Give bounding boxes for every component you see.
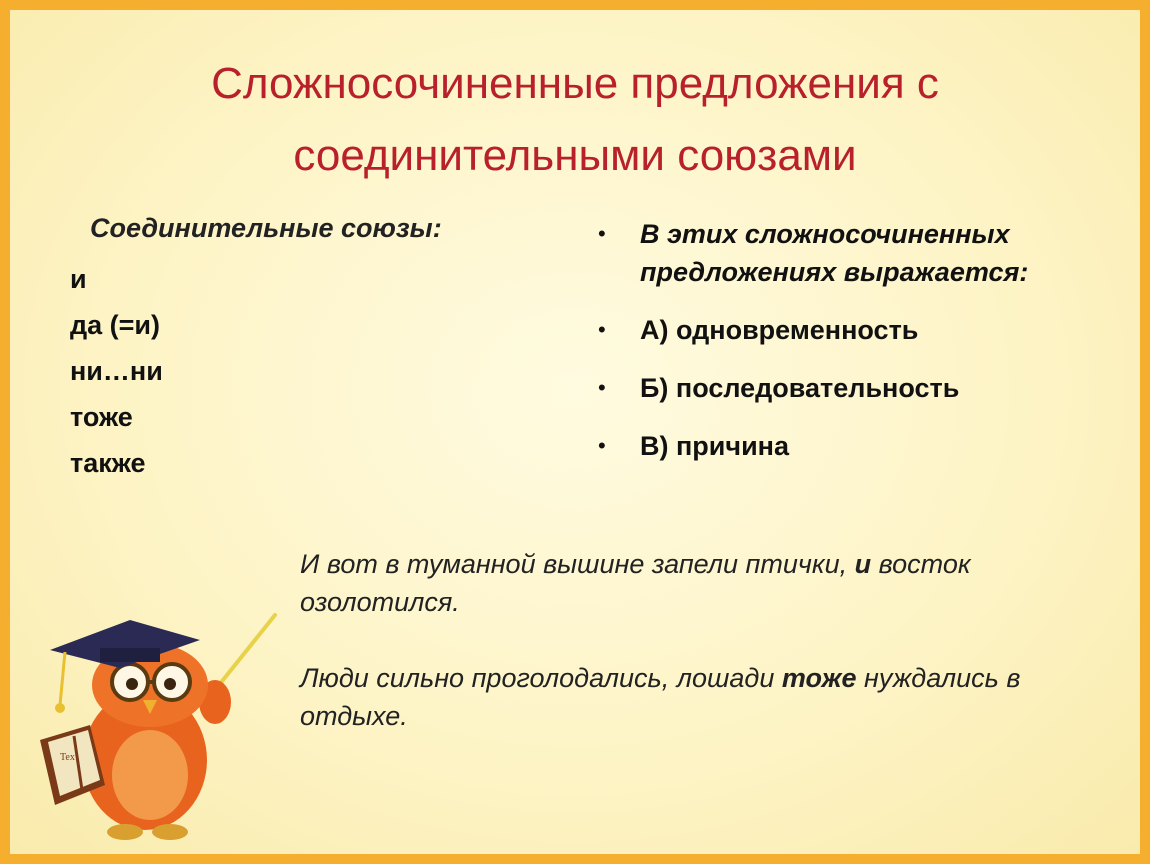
bullet-item xyxy=(598,369,1118,407)
example-text: нуждались в отдыхе. xyxy=(300,663,1021,731)
conjunction-item: также xyxy=(70,448,146,478)
slide-title xyxy=(10,48,1140,192)
conjunctions-list xyxy=(70,210,540,486)
example-text: Люди сильно проголодались, лошади xyxy=(300,663,782,693)
example-text: восток озолотился. xyxy=(300,549,971,617)
owl-scholar-icon xyxy=(30,610,280,850)
example-sentences xyxy=(300,545,1060,773)
bullet-item xyxy=(598,311,1118,349)
bullet-item xyxy=(598,427,1118,465)
conjunctions-heading: Соединительные союзы: xyxy=(90,213,442,243)
bullet-text: В этих сложносочиненных предложениях выражается: xyxy=(640,219,1029,287)
bullet-marker: • xyxy=(598,433,606,458)
example-sentence-1 xyxy=(300,545,1060,621)
book-label: Tex xyxy=(60,752,75,763)
slide xyxy=(10,10,1140,854)
example-conjunction: тоже xyxy=(781,663,857,693)
bullet-text: Б) последовательность xyxy=(640,373,960,403)
title-line-1: Сложносочиненные предложения с xyxy=(211,59,939,108)
bullet-marker: • xyxy=(598,375,606,400)
title-line-2: соединительными союзами xyxy=(293,131,857,180)
conjunction-item: ни…ни xyxy=(70,356,163,386)
example-conjunction: и xyxy=(854,549,872,579)
bullet-text: В) причина xyxy=(640,431,789,461)
bullet-marker: • xyxy=(598,221,606,246)
bullet-text: А) одновременность xyxy=(640,315,919,345)
meanings-list xyxy=(598,215,1118,465)
conjunction-item: и xyxy=(70,264,87,294)
conjunction-item: да (=и) xyxy=(70,310,161,340)
conjunction-item: тоже xyxy=(70,402,133,432)
bullet-item xyxy=(598,215,1118,291)
example-text: И вот в туманной вышине запели птички, xyxy=(300,549,855,579)
example-sentence-2 xyxy=(300,659,1060,735)
bullet-marker: • xyxy=(598,317,606,342)
